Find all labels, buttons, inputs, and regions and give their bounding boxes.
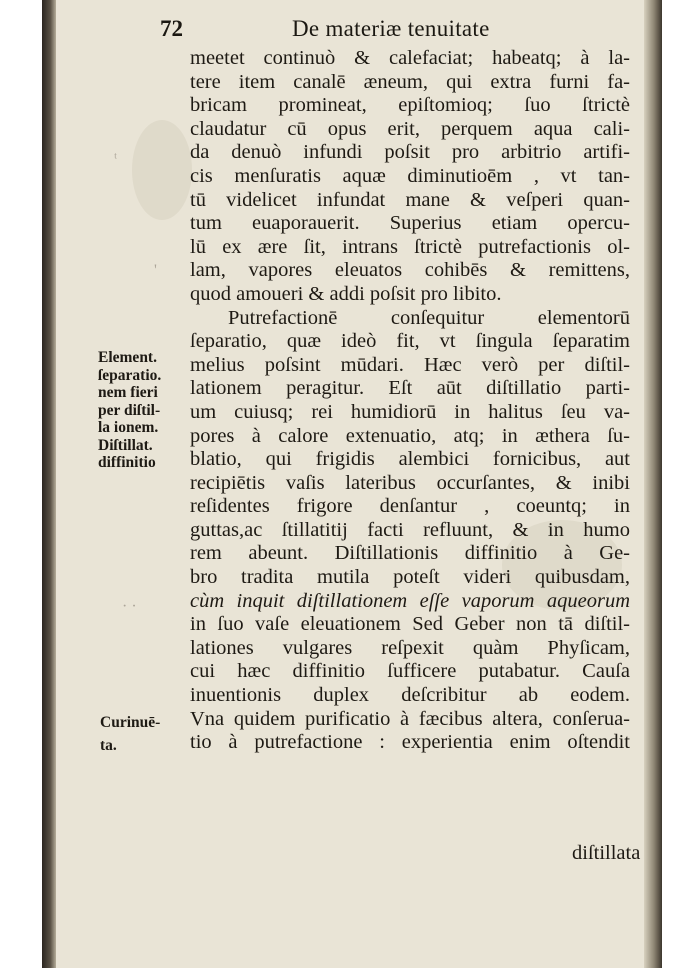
marginal-note: Diſtillat.	[98, 436, 153, 454]
text-line: lationes vulgares reſpexit quàm Phyſicam,	[190, 636, 630, 659]
catchword: diſtillata	[572, 842, 641, 864]
text-line: blatio, qui frigidis alembici fornicibus, aut	[190, 448, 630, 471]
text-line-italic: cùm inquit diſtillationem eſſe vaporum aqueorum	[190, 589, 630, 612]
text-line: cis menſuratis aquæ diminutioēm , vt tan-	[190, 164, 630, 187]
text-line: tū videlicet infundat mane & veſperi quan-	[190, 188, 630, 211]
text-line: quod amoueri & addi poſsit pro libito.	[190, 282, 502, 305]
ink-smudge: · ·	[122, 598, 137, 615]
text-line: melius poſsint mūdari. Hæc verò per diſtil-	[190, 353, 630, 376]
text-line: guttas,ac ſtillatitij facti refluunt, & in humo	[190, 518, 630, 541]
text-line: tum euaporauerit. Superius etiam opercu-	[190, 212, 630, 235]
paper-stain	[132, 120, 192, 220]
text-line: rem abeunt. Diſtillationis diffinitio à Ge-	[190, 542, 630, 565]
text-line: recipiētis vaſis lateribus occurſantes, & inibi	[190, 471, 630, 494]
text-line: Vna quidem purificatio à fæcibus altera, conſerua-	[190, 707, 630, 730]
text-line-paragraph-start: Putrefactionē conſequitur elementorū	[228, 306, 630, 329]
marginal-note: Element.	[98, 349, 157, 366]
text-line: lam, vapores eleuatos cohibēs & remittens,	[190, 259, 630, 282]
marginal-note: Curinuē-	[100, 714, 161, 731]
text-line: reſidentes frigore denſantur , coeuntq; in	[190, 495, 630, 518]
page-edge-shadow	[644, 0, 662, 968]
text-line: um cuiusq; rei humidiorū in halitus ſeu va-	[190, 400, 630, 423]
text-line: tere item canalē æneum, qui extra furni fa-	[190, 70, 630, 93]
marginal-note-lower	[100, 711, 160, 757]
ink-smudge: '	[154, 262, 157, 279]
text-line: lū ex ære ſit, intrans ſtrictè putrefactionis ol-	[190, 235, 630, 258]
marginal-note: nem fieri	[98, 384, 158, 401]
marginal-note-block	[98, 349, 190, 472]
text-line: tio à putrefactione : experientia enim oſtendit	[190, 731, 630, 754]
text-line: da denuò infundi poſsit pro arbitrio artifi-	[190, 141, 630, 164]
book-page	[42, 0, 662, 968]
book-gutter	[42, 0, 56, 968]
text-line: in ſuo vaſe eleuationem Sed Geber non tā diſtil-	[190, 613, 630, 636]
text-line: inuentionis duplex deſcribitur ab eodem.	[190, 684, 630, 707]
ink-smudge: ᵗ	[114, 150, 118, 167]
text-line: pores à calore extenuatio, atq; in æthera ſu-	[190, 424, 630, 447]
text-line: lationem peragitur. Eſt aūt diſtillatio parti-	[190, 377, 630, 400]
text-line: bricam promineat, epiſtomioq; ſuo ſtrictè	[190, 94, 630, 117]
main-text-block	[190, 47, 630, 755]
marginal-note: per diſtil-	[98, 401, 161, 419]
text-line: claudatur cū opus erit, perquem aqua cali-	[190, 117, 630, 140]
marginal-note: diffinitio	[98, 454, 156, 471]
running-head: De materiæ tenuitate	[292, 16, 490, 41]
marginal-note: ta.	[100, 737, 117, 754]
page-number: 72	[160, 16, 183, 41]
text-line: meetet continuò & calefaciat; habeatq; à la-	[190, 47, 630, 69]
text-line: bro tradita mutila poteſt videri quibusdam,	[190, 566, 630, 589]
text-line: ſeparatio, quæ ideò fit, vt ſingula ſeparatim	[190, 330, 630, 353]
text-line: cui hæc diffinitio ſufficere putabatur. Cauſa	[190, 660, 630, 683]
marginal-note: la ionem.	[98, 419, 159, 436]
marginal-note: ſeparatio.	[98, 366, 162, 384]
